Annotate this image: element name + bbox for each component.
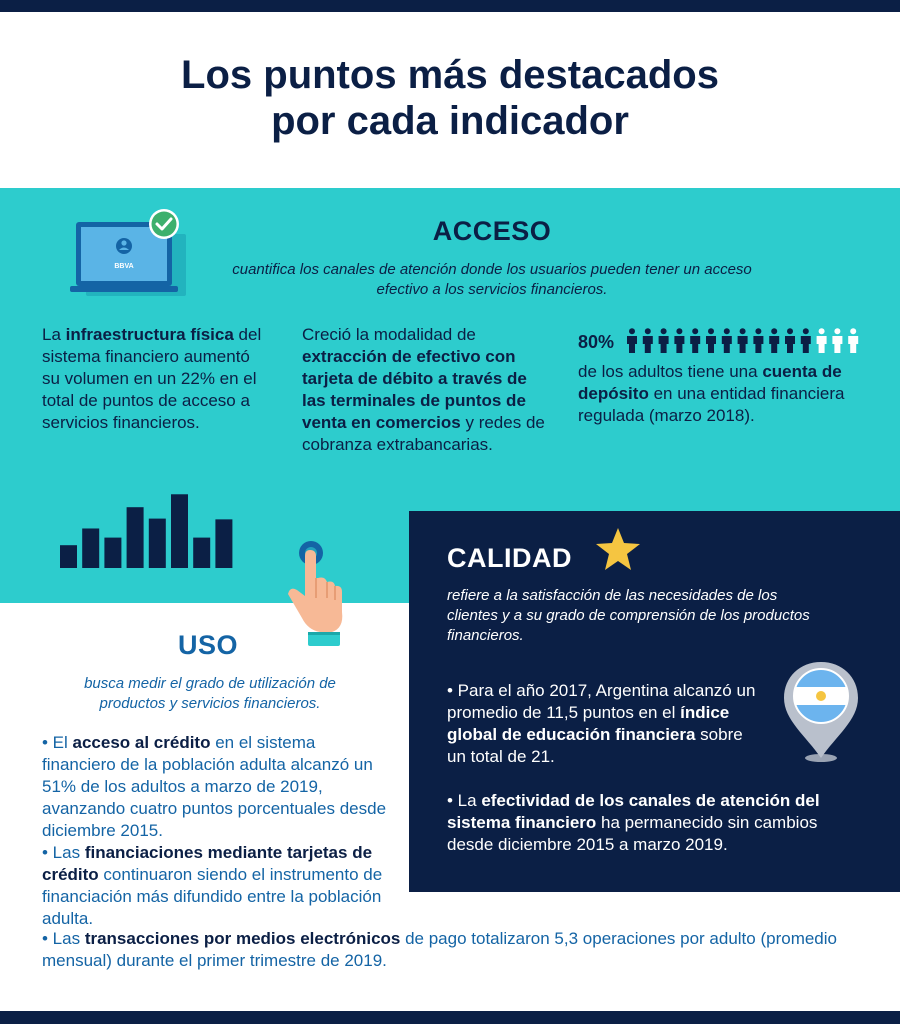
acceso-extraccion-text: Creció la modalidad de extracción de efectivo con tarjeta de débito a través de las terminales de puntos de venta en comercios y redes de cobranza extrabancarias.: [302, 325, 545, 454]
person-icon: [738, 328, 748, 353]
uso-bullet-transacciones: • Las transacciones por medios electrónicos de pago totalizaron 5,3 operaciones por adulto (promedio mensual) durante el primer trimestre de 2019.: [42, 929, 837, 970]
people-icon: [627, 328, 867, 354]
title-line-1: Los puntos más destacados: [181, 53, 719, 97]
person-icon: [785, 328, 795, 353]
acceso-subtitle: cuantifica los canales de atención donde los usuarios pueden tener un acceso efectivo a los servicios financieros.: [232, 261, 752, 298]
person-icon: [817, 328, 827, 353]
person-icon: [769, 328, 779, 353]
uso-subtitle: busca medir el grado de utilización de productos y servicios financieros.: [84, 675, 336, 712]
chart-bar: [215, 519, 232, 568]
calidad-bullet-educacion: • Para el año 2017, Argentina alcanzó un promedio de 11,5 puntos en el índice global de educación financiera sobre un total de 21.: [447, 681, 756, 766]
laptop-brand: BBVA: [114, 263, 134, 270]
person-icon: [706, 328, 716, 353]
calidad-heading: CALIDAD: [447, 543, 572, 573]
pointing-hand-icon: [280, 540, 350, 660]
acceso-percent: 80%: [578, 332, 615, 352]
person-icon: [801, 328, 811, 353]
title-line-2: por cada indicador: [271, 99, 629, 143]
uso-bullet-tarjetas: • Las financiaciones mediante tarjetas de crédito continuaron siendo el instrumento de financiación más difundido entre la población adulta.: [42, 843, 383, 928]
person-icon: [674, 328, 684, 353]
bottom-bar: [0, 1011, 900, 1024]
person-icon: [753, 328, 763, 353]
chart-bar: [149, 519, 166, 568]
chart-bar: [104, 538, 121, 568]
person-icon: [832, 328, 842, 353]
chart-bar: [171, 494, 188, 568]
person-icon: [722, 328, 732, 353]
acceso-cuenta-text: de los adultos tiene una cuenta de depósito en una entidad financiera regulada (marzo 2018).: [578, 362, 845, 425]
bar-chart-icon: [60, 492, 240, 568]
star-icon: [594, 526, 642, 572]
calidad-bullet-efectividad: • La efectividad de los canales de atención del sistema financiero ha permanecido sin cambios desde diciembre 2015 a marzo 2019.: [447, 791, 820, 854]
person-icon: [690, 328, 700, 353]
top-bar: [0, 0, 900, 12]
person-icon: [627, 328, 637, 353]
chart-bar: [127, 507, 144, 568]
person-icon: [643, 328, 653, 353]
uso-bullets: [42, 732, 387, 930]
argentina-flag-pin-icon: [776, 658, 866, 766]
uso-heading: USO: [178, 630, 239, 660]
page-title: [0, 52, 900, 144]
person-icon: [848, 328, 858, 353]
chart-bar: [60, 545, 77, 568]
person-icon: [659, 328, 669, 353]
acceso-infraestructura-text: La infraestructura física del sistema financiero aumentó su volumen en un 22% en el total de puntos de acceso a servicios financieros.: [42, 325, 262, 432]
calidad-subtitle: refiere a la satisfacción de las necesidades de los clientes y a su grado de comprensión de los productos financieros.: [447, 587, 810, 644]
acceso-heading: ACCESO: [432, 216, 552, 246]
chart-bar: [193, 538, 210, 568]
uso-bullet-credito: • El acceso al crédito en el sistema financiero de la población adulta alcanzó un 51% de los adultos a marzo de 2019, avanzando cuatro puntos porcentuales desde diciembre 2015.: [42, 733, 387, 840]
chart-bar: [82, 528, 99, 568]
